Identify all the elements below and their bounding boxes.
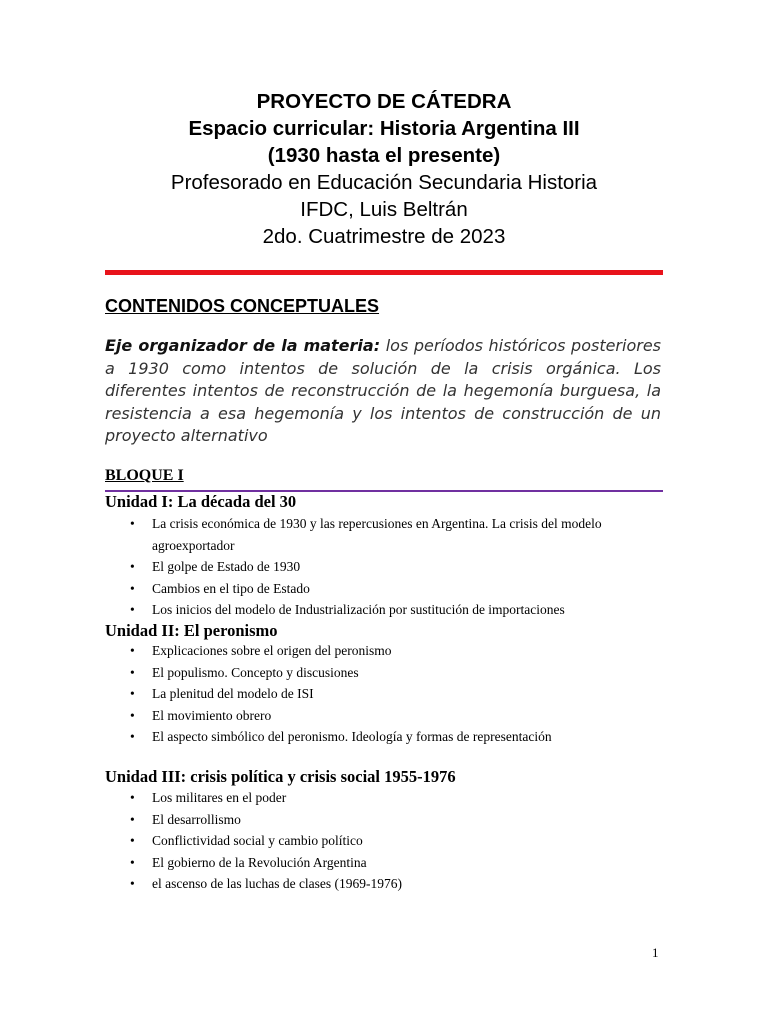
subject-line: Espacio curricular: Historia Argentina III (188, 117, 580, 140)
unit-3-title: Unidad III: crisis política y crisis social 1955-1976 (105, 767, 456, 786)
list-item: • Conflictividad social y cambio político (130, 830, 665, 852)
document-header (0, 88, 768, 250)
eje-paragraph (105, 335, 661, 448)
bloque-heading: BLOQUE I (105, 467, 184, 484)
term-line: 2do. Cuatrimestre de 2023 (262, 225, 506, 248)
list-item: • Explicaciones sobre el origen del peronismo (130, 640, 665, 662)
institution-line: IFDC, Luis Beltrán (300, 198, 468, 221)
unit-2-title: Unidad II: El peronismo (105, 621, 278, 640)
list-item: • La plenitud del modelo de ISI (130, 683, 665, 705)
unit-3-list (130, 787, 665, 895)
unit-1-title: Unidad I: La década del 30 (105, 492, 297, 511)
list-item: • El aspecto simbólico del peronismo. Ideología y formas de representación (130, 726, 665, 748)
list-item: • El populismo. Concepto y discusiones (130, 662, 665, 684)
list-item: • La crisis económica de 1930 y las repercusiones en Argentina. La crisis del modelo agroexportador (130, 513, 665, 556)
list-item: • El movimiento obrero (130, 705, 665, 727)
list-item: • Los inicios del modelo de Industrialización por sustitución de importaciones (130, 599, 665, 621)
eje-label: Eje organizador de la materia: (105, 336, 381, 355)
document-title: PROYECTO DE CÁTEDRA (256, 90, 512, 113)
eje-text: los períodos históricos posteriores a 1930 como intentos de solución de la crisis orgánica. Los diferentes intentos de reconstrucción de la hegemonía burguesa, la resistencia a esa hegemonía y los intentos de construcción de un proyecto alternativo (105, 336, 662, 445)
list-item: • Los militares en el poder (130, 787, 665, 809)
list-item: • El desarrollismo (130, 809, 665, 831)
red-divider (105, 270, 663, 275)
list-item: • Cambios en el tipo de Estado (130, 578, 665, 600)
unit-1-list (130, 513, 665, 621)
period-line: (1930 hasta el presente) (267, 144, 501, 167)
unit-2-list (130, 640, 665, 748)
section-title: CONTENIDOS CONCEPTUALES (105, 296, 380, 316)
list-item: • El gobierno de la Revolución Argentina (130, 852, 665, 874)
list-item: • El golpe de Estado de 1930 (130, 556, 665, 578)
list-item: • el ascenso de las luchas de clases (1969-1976) (130, 873, 665, 895)
page-number: 1 (652, 945, 659, 960)
career-line: Profesorado en Educación Secundaria Historia (170, 171, 598, 194)
